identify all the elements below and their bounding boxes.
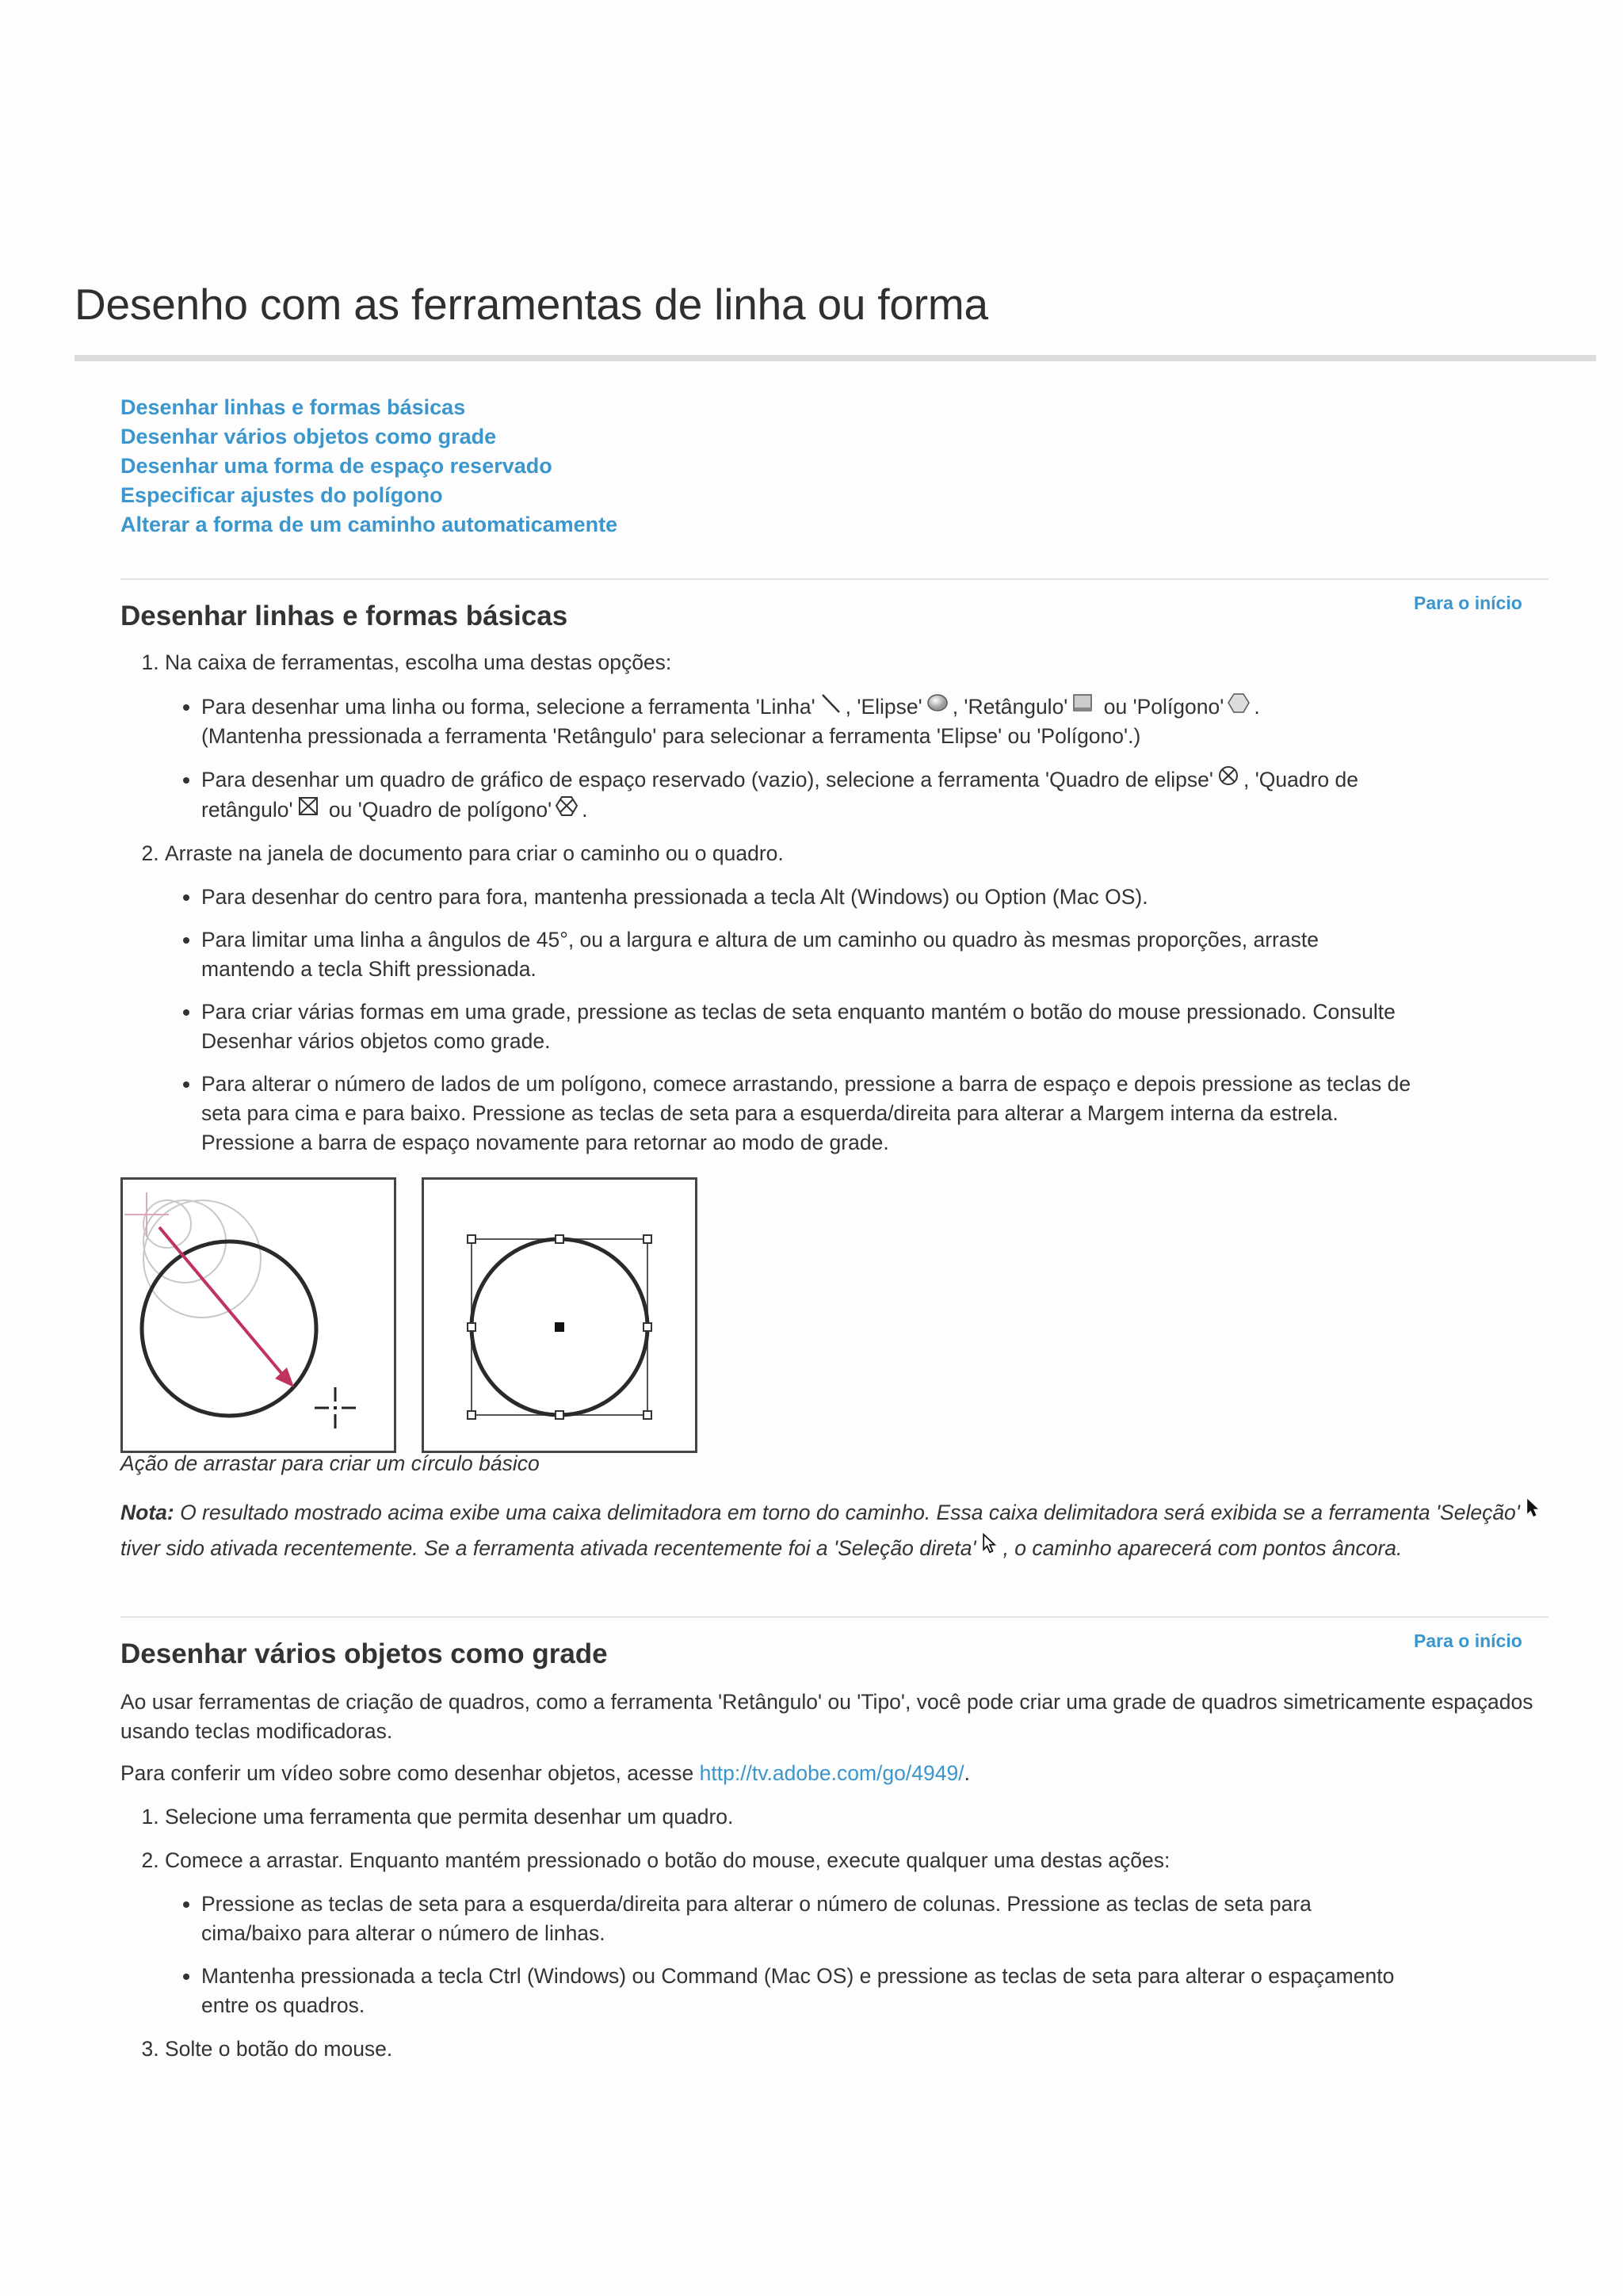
note: Nota: O resultado mostrado acima exibe uma caixa delimitadora em torno do caminho. Essa caixa delimitadora será exibida se a ferramenta 'Seleção' tiver sido ativada recentemente. Se a ferramenta ativada recentemente foi a 'Seleção direta' , o caminho aparecerá com pontos âncora.: [120, 1494, 1547, 1566]
direct-selection-tool-icon: [980, 1530, 1000, 1557]
step-item: 1. Na caixa de ferramentas, escolha uma destas opções: • Para desenhar uma linha ou forma, selecione a ferramenta 'Linha' , 'Elipse' , 'Retângulo' ou 'Polígono' . (Mantenha pressionada a ferramenta 'Retângulo' para selecionar a ferramenta 'Elipse' ou 'Polígono'.) • Para desenhar um quadro de gráfico de espaço reservado (vazio), selecione a ferramenta 'Quadro de elipse' , 'Quadro de retângulo' ou 'Quadro de polígono' .: [165, 648, 1547, 825]
figure-drag-circle: [120, 1177, 396, 1453]
polygon-frame-tool-icon: [555, 795, 579, 818]
toc-link-basic-shapes[interactable]: Desenhar linhas e formas básicas: [120, 395, 466, 419]
paragraph: Para conferir um vídeo sobre como desenhar objetos, acesse http://tv.adobe.com/go/4949/.: [120, 1761, 970, 1785]
bullet-item: • Mantenha pressionada a tecla Ctrl (Windows) ou Command (Mac OS) e pressione as teclas de seta para alterar o espaçamento entre os quadros.: [201, 1962, 1414, 2020]
line-tool-icon: [819, 692, 842, 715]
page-title: Desenho com as ferramentas de linha ou forma: [74, 280, 988, 329]
step-item: 2. Comece a arrastar. Enquanto mantém pressionado o botão do mouse, execute qualquer uma destas ações: • Pressione as teclas de seta para a esquerda/direita para alterar o número de colunas. Pressione as teclas de seta para cima/baixo para alterar o número de linhas. • Mantenha pressionada a tecla Ctrl (Windows) ou Command (Mac OS) e pressione as teclas de seta para alterar o espaçamento entre os quadros.: [165, 1846, 1547, 2020]
paragraph: Ao usar ferramentas de criação de quadros, como a ferramenta 'Retângulo' ou 'Tipo', você pode criar uma grade de quadros simetricamente espaçados usando teclas modificadoras.: [120, 1690, 1533, 1743]
note-label: Nota:: [120, 1501, 174, 1524]
bullet-item: • Para criar várias formas em uma grade, pressione as teclas de seta enquanto mantém o botão do mouse pressionado. Consulte Desenhar vários objetos como grade.: [201, 997, 1414, 1056]
bullet-item: • Para alterar o número de lados de um polígono, comece arrastando, pressione a barra de espaço e depois pressione as teclas de seta para cima e para baixo. Pressione as teclas de seta para a esquerda/direita para alterar a Margem interna da estrela. Pressione a barra de espaço novamente para retornar ao modo de grade.: [201, 1070, 1414, 1158]
toc-link-convert-shape[interactable]: Alterar a forma de um caminho automaticamente: [120, 513, 618, 536]
ellipse-tool-icon: [926, 692, 949, 715]
bullet-item: • Para desenhar um quadro de gráfico de espaço reservado (vazio), selecione a ferramenta 'Quadro de elipse' , 'Quadro de retângulo' ou 'Quadro de polígono' .: [201, 765, 1414, 825]
toc-link-polygon[interactable]: Especificar ajustes do polígono: [120, 483, 443, 507]
back-to-top-link[interactable]: Para o início: [1414, 1630, 1522, 1651]
step-item: 3. Solte o botão do mouse.: [165, 2035, 1547, 2064]
bullet-item: • Para desenhar do centro para fora, mantenha pressionada a tecla Alt (Windows) ou Option (Mac OS).: [201, 883, 1414, 912]
back-to-top-link[interactable]: Para o início: [1414, 593, 1522, 613]
title-divider: [74, 355, 1596, 361]
section-heading: Desenhar vários objetos como grade: [120, 1638, 608, 1669]
section2-body: [120, 1688, 1547, 2078]
rectangle-tool-icon: [1071, 692, 1094, 715]
bullet-item: • Para limitar uma linha a ângulos de 45°, ou a largura e altura de um caminho ou quadro às mesmas proporções, arraste mantendo a tecla Shift pressionada.: [201, 925, 1414, 984]
table-of-contents: [120, 393, 617, 540]
bullet-item: • Para desenhar uma linha ou forma, selecione a ferramenta 'Linha' , 'Elipse' , 'Retângulo' ou 'Polígono' . (Mantenha pressionada a ferramenta 'Retângulo' para selecionar a ferramenta 'Elipse' ou 'Polígono'.): [201, 692, 1414, 751]
section-divider: [120, 1616, 1549, 1618]
step-item: 2. Arraste na janela de documento para criar o caminho ou o quadro. • Para desenhar do centro para fora, mantenha pressionada a tecla Alt (Windows) ou Option (Mac OS). • Para limitar uma linha a ângulos de 45°, ou a largura e altura de um caminho ou quadro às mesmas proporções, arraste mantendo a tecla Shift pressionada. • Para criar várias formas em uma grade, pressione as teclas de seta enquanto mantém o botão do mouse pressionado. Consulte Desenhar vários objetos como grade. • Para alterar o número de lados de um polígono, comece arrastando, pressione a barra de espaço e depois pressione as teclas de seta para cima e para baixo. Pressione as teclas de seta para a esquerda/direita para alterar a Margem interna da estrela. Pressione a barra de espaço novamente para retornar ao modo de grade.: [165, 839, 1547, 1158]
toc-link-placeholder[interactable]: Desenhar uma forma de espaço reservado: [120, 454, 552, 478]
figure-bounding-box: [422, 1177, 697, 1453]
step-item: 1. Selecione uma ferramenta que permita desenhar um quadro.: [165, 1802, 1547, 1832]
video-link[interactable]: http://tv.adobe.com/go/4949/: [699, 1761, 964, 1785]
section-divider: [120, 578, 1549, 580]
figure-caption: Ação de arrastar para criar um círculo básico: [120, 1451, 540, 1475]
toc-link-grid[interactable]: Desenhar vários objetos como grade: [120, 425, 497, 448]
section-heading: Desenhar linhas e formas básicas: [120, 601, 568, 631]
bullet-item: • Pressione as teclas de seta para a esquerda/direita para alterar o número de colunas. Pressione as teclas de seta para cima/baixo para alterar o número de linhas.: [201, 1890, 1414, 1948]
selection-tool-icon: [1523, 1494, 1544, 1521]
section1-body: [120, 648, 1547, 1172]
polygon-tool-icon: [1227, 692, 1251, 715]
ellipse-frame-tool-icon: [1216, 765, 1240, 788]
rectangle-frame-tool-icon: [296, 795, 320, 818]
